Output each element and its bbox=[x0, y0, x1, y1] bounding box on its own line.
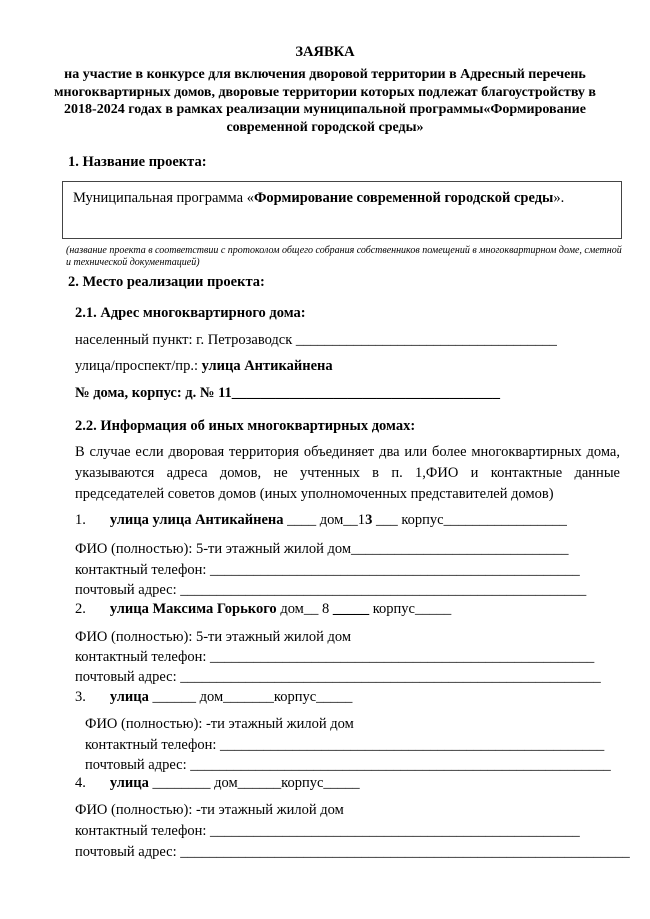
entry-3-fio: ФИО (полностью): -ти этажный жилой дом bbox=[85, 716, 354, 732]
section-1-heading: 1. Название проекта: bbox=[68, 154, 207, 170]
section-2-2-heading: 2.2. Информация об иных многоквартирных домах: bbox=[75, 418, 416, 434]
entry-3-address: 3. улица ______ дом_______корпус_____ bbox=[75, 689, 353, 705]
section-2-2-paragraph: В случае если дворовая территория объединяет два или более многоквартирных дома, указываются адреса домов, не учтенных в п. 1,ФИО и контактные данные председателей советов домов (иных уполномоченных представителей домов) bbox=[75, 444, 620, 502]
entry-4-fio: ФИО (полностью): -ти этажный жилой дом bbox=[75, 802, 344, 818]
house-line: № дома, корпус: д. № 11_____________________________________ bbox=[75, 385, 501, 401]
entry-1-address: 1. улица улица Антикайнена ____ дом__13 ___ корпус_________________ bbox=[75, 512, 567, 528]
project-name-note: (название проекта в соответствии с протоколом общего собрания собственников помещений в многоквартирном доме, сметной и технической документацией) bbox=[66, 245, 622, 268]
street-line: улица/проспект/пр.: улица Антикайнена bbox=[75, 358, 333, 374]
project-name-box bbox=[62, 181, 622, 239]
entry-3-mail: почтовый адрес: __________________________________________________________ bbox=[85, 757, 611, 773]
entry-3-phone: контактный телефон: _____________________________________________________ bbox=[85, 737, 605, 753]
section-2-1-heading: 2.1. Адрес многоквартирного дома: bbox=[75, 305, 306, 321]
entry-4-mail: почтовый адрес: ______________________________________________________________ bbox=[75, 844, 630, 860]
document-intro: на участие в конкурсе для включения дворовой территории в Адресный перечень многоквартирных домов, дворовые территории которых подлежат благоустройству в 2018-2024 годах в рамках реализации муниципальной программы«Формирование современной городской среды» bbox=[54, 67, 596, 135]
entry-2-phone: контактный телефон: _____________________________________________________ bbox=[75, 649, 595, 665]
entry-4-phone: контактный телефон: ___________________________________________________ bbox=[75, 823, 580, 839]
entry-1-phone: контактный телефон: ___________________________________________________ bbox=[75, 562, 580, 578]
entry-2-mail: почтовый адрес: __________________________________________________________ bbox=[75, 669, 601, 685]
document-title: ЗАЯВКА bbox=[295, 44, 355, 60]
city-line: населенный пункт: г. Петрозаводск ____________________________________ bbox=[75, 332, 557, 348]
entry-1-fio: ФИО (полностью): 5-ти этажный жилой дом______________________________ bbox=[75, 541, 569, 557]
entry-2-fio: ФИО (полностью): 5-ти этажный жилой дом bbox=[75, 629, 352, 645]
entry-1-mail: почтовый адрес: ________________________________________________________ bbox=[75, 582, 587, 598]
section-2-heading: 2. Место реализации проекта: bbox=[68, 274, 265, 290]
entry-4-address: 4. улица ________ дом______корпус_____ bbox=[75, 775, 360, 791]
project-name-text: Муниципальная программа «Формирование современной городской среды». bbox=[73, 190, 565, 206]
entry-2-address: 2. улица Максима Горького дом__ 8 _____ корпус_____ bbox=[75, 601, 452, 617]
